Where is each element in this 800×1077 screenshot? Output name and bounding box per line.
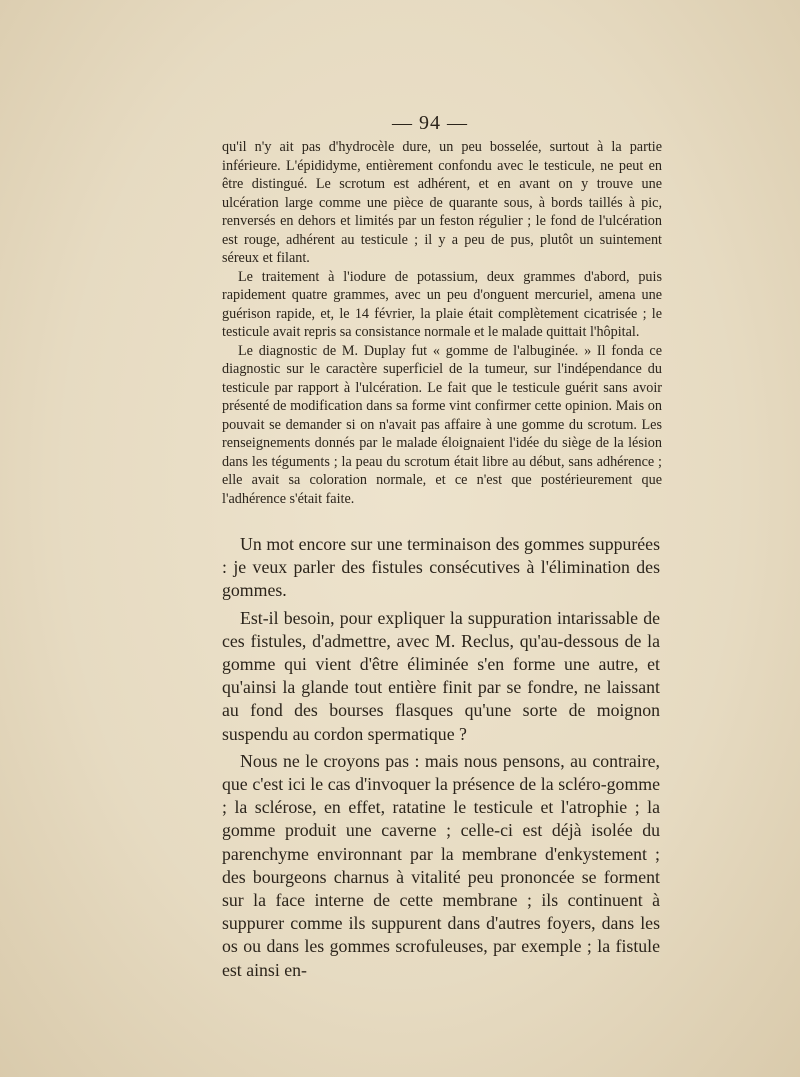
body-paragraph-2: Est-il besoin, pour expliquer la suppuration intarissable de ces fistules, d'admettre, avec M. Reclus, qu'au-dessous de la gomme qui vient d'être éliminée s'en forme une autre, et qu'ainsi la glande tout entière finit par se fondre, ne laissant au fond des bourses flasques qu'une sorte de moignon suspendu au cordon spermatique ? xyxy=(222,607,660,744)
case-paragraph-3: Le diagnostic de M. Duplay fut « gomme de l'albuginée. » Il fonda ce diagnostic sur le caractère superficiel de la tumeur, sur l'indépendance du testicule par rapport à l'ulcération. Le fait que le testicule guérit sans avoir présenté de modification dans sa forme vint confirmer cette opinion. Mais on pouvait se demander si on n'avait pas affaire à une gomme du scrotum. Les renseignements donnés par le malade éloignaient l'idée du siège de la lésion dans les téguments ; la peau du scrotum était libre au début, sans adhérence ; elle avait sa coloration normale, et ce n'est que postérieurement que l'adhérence s'était faite. xyxy=(222,342,662,507)
case-paragraph-1: qu'il n'y ait pas d'hydrocèle dure, un peu bosselée, surtout à la partie inférieure. L'épididyme, entièrement confondu avec le testicule, ne peut en être distingué. Le scrotum est adhérent, et en avant on y trouve une ulcération large comme une pièce de quarante sous, à bords taillés à pic, renversés en dehors et limités par un feston régulier ; le fond de l'ulcération est rouge, adhérent au testicule ; il y a peu de pus, plutôt un suintement séreux et filant. xyxy=(222,139,662,266)
body-paragraph-1: Un mot encore sur une terminaison des gommes suppurées : je veux parler des fistules consécutives à l'élimination des gommes. xyxy=(222,534,660,601)
main-body-text xyxy=(222,533,660,986)
case-paragraph-2: Le traitement à l'iodure de potassium, deux grammes d'abord, puis rapidement quatre grammes, avec un peu d'onguent mercuriel, amena une guérison rapide, et, le 14 février, la plaie était complètement cicatrisée ; le testicule avait repris sa consistance normale et le malade quittait l'hôpital. xyxy=(222,268,662,340)
page-number: — 94 — xyxy=(392,112,468,134)
case-report-text xyxy=(222,138,662,508)
body-paragraph-3: Nous ne le croyons pas : mais nous pensons, au contraire, que c'est ici le cas d'invoquer la présence de la scléro-gomme ; la sclérose, en effet, ratatine le testicule et l'atrophie ; la gomme produit une caverne ; celle-ci est déjà isolée du parenchyme environnant par la membrane d'enkystement ; des bourgeons charnus à vitalité peu prononcée se forment sur la face interne de cette membrane ; ils continuent à suppurer comme ils suppurent dans d'autres foyers, dans les os ou dans les gommes scrofuleuses, par exemple ; la fistule est ainsi en- xyxy=(222,750,660,980)
